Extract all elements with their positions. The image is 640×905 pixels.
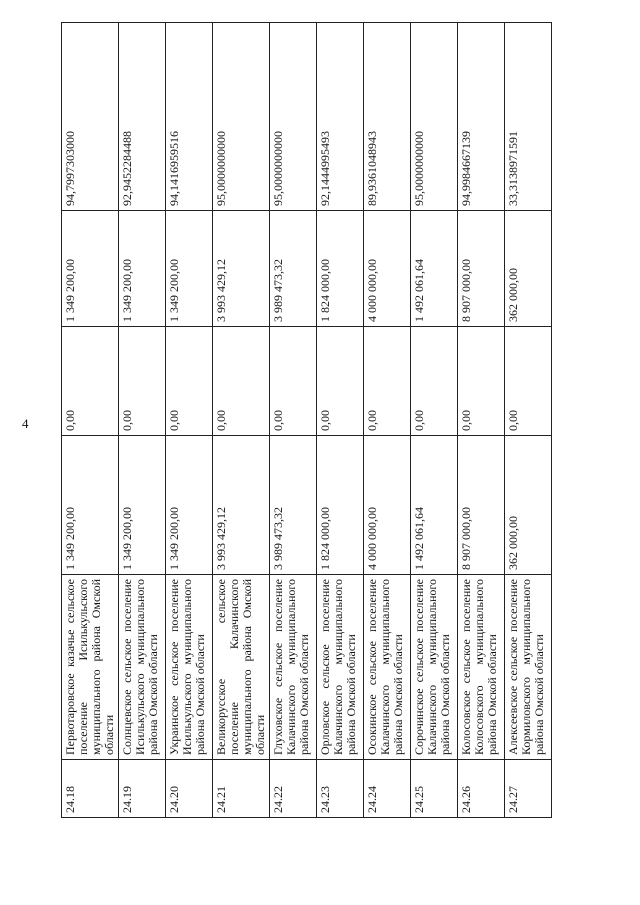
- percent-cell: 89,9361048943: [364, 23, 411, 211]
- settlement-name: Солнцевское сельское поселение Исилькульского муниципального района Омской области: [119, 575, 166, 760]
- amount-cell: 4 000 000,00: [364, 211, 411, 327]
- settlement-name: Осокинское сельское поселение Калачинского муниципального района Омской области: [364, 575, 411, 760]
- settlement-name: Глуховское сельское поселение Калачинского муниципального района Омской области: [270, 575, 317, 760]
- percent-cell: 92,1444995493: [317, 23, 364, 211]
- table-row: [119, 23, 166, 818]
- amount-cell: 3 989 473,32: [270, 211, 317, 327]
- percent-cell: 94,1416959516: [166, 23, 213, 211]
- row-number: 24.23: [317, 760, 364, 818]
- amount-cell: 8 907 000,00: [458, 436, 505, 575]
- amount-cell: 1 349 200,00: [166, 211, 213, 327]
- percent-cell: 95,0000000000: [411, 23, 458, 211]
- amount-cell: 0,00: [213, 327, 270, 436]
- percent-cell: 92,9452284488: [119, 23, 166, 211]
- percent-cell: 95,0000000000: [270, 23, 317, 211]
- percent-cell: 95,0000000000: [213, 23, 270, 211]
- row-number: 24.25: [411, 760, 458, 818]
- table-row: [62, 23, 119, 818]
- amount-cell: 0,00: [364, 327, 411, 436]
- amount-cell: 0,00: [119, 327, 166, 436]
- amount-cell: 1 349 200,00: [62, 211, 119, 327]
- amount-cell: 0,00: [411, 327, 458, 436]
- table-row: [364, 23, 411, 818]
- table-row: [505, 23, 552, 818]
- table-row: [458, 23, 505, 818]
- amount-cell: 1 824 000,00: [317, 211, 364, 327]
- row-number: 24.24: [364, 760, 411, 818]
- amount-cell: 8 907 000,00: [458, 211, 505, 327]
- amount-cell: 3 993 429,12: [213, 211, 270, 327]
- row-number: 24.19: [119, 760, 166, 818]
- settlement-name: Колосовское сельское поселение Колосовского муниципального района Омской области: [458, 575, 505, 760]
- settlement-name: Сорочинское сельское поселение Калачинского муниципального района Омской области: [411, 575, 458, 760]
- row-number: 24.21: [213, 760, 270, 818]
- budget-table: [61, 22, 552, 818]
- percent-cell: 33,3138971591: [505, 23, 552, 211]
- amount-cell: 362 000,00: [505, 211, 552, 327]
- percent-cell: 94,9984667139: [458, 23, 505, 211]
- amount-cell: 0,00: [62, 327, 119, 436]
- amount-cell: 362 000,00: [505, 436, 552, 575]
- amount-cell: 4 000 000,00: [364, 436, 411, 575]
- rotated-table-container: [61, 23, 547, 818]
- settlement-name: Великорусское сельское поселение Калачинского муниципального района Омской области: [213, 575, 270, 760]
- amount-cell: 1 492 061,64: [411, 436, 458, 575]
- amount-cell: 0,00: [458, 327, 505, 436]
- amount-cell: 1 349 200,00: [62, 436, 119, 575]
- page-number: 4: [22, 416, 29, 431]
- amount-cell: 1 349 200,00: [119, 211, 166, 327]
- table-row: [317, 23, 364, 818]
- amount-cell: 1 492 061,64: [411, 211, 458, 327]
- row-number: 24.26: [458, 760, 505, 818]
- amount-cell: 1 349 200,00: [119, 436, 166, 575]
- table-row: [213, 23, 270, 818]
- amount-cell: 3 989 473,32: [270, 436, 317, 575]
- row-number: 24.18: [62, 760, 119, 818]
- table-row: [166, 23, 213, 818]
- amount-cell: 0,00: [270, 327, 317, 436]
- settlement-name: Алексеевское сельское поселение Кормиловского муниципального района Омской области: [505, 575, 552, 760]
- settlement-name: Первотаровское казачье сельское поселение Исилькульского муниципального района Омской области: [62, 575, 119, 760]
- percent-cell: 94,7997303000: [62, 23, 119, 211]
- row-number: 24.20: [166, 760, 213, 818]
- amount-cell: 0,00: [166, 327, 213, 436]
- amount-cell: 0,00: [317, 327, 364, 436]
- row-number: 24.22: [270, 760, 317, 818]
- amount-cell: 3 993 429,12: [213, 436, 270, 575]
- amount-cell: 0,00: [505, 327, 552, 436]
- row-number: 24.27: [505, 760, 552, 818]
- table-row: [411, 23, 458, 818]
- amount-cell: 1 824 000,00: [317, 436, 364, 575]
- settlement-name: Украинское сельское поселение Исилькульского муниципального района Омской области: [166, 575, 213, 760]
- amount-cell: 1 349 200,00: [166, 436, 213, 575]
- table-row: [270, 23, 317, 818]
- settlement-name: Орловское сельское поселение Калачинского муниципального района Омской области: [317, 575, 364, 760]
